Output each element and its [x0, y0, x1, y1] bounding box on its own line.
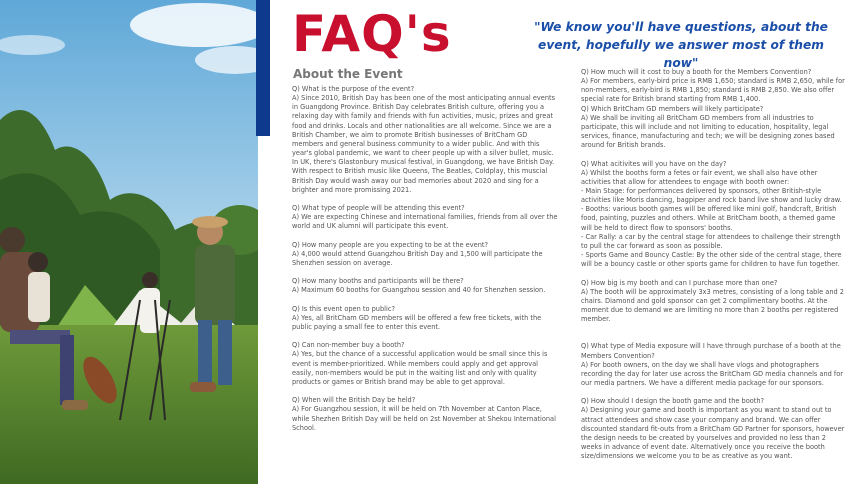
faq-question: Q) What is the purpose of the event? — [292, 85, 415, 93]
faq-question: Q) When will the British Day be held? — [292, 396, 416, 405]
faq-item — [292, 241, 559, 268]
faq-item — [292, 396, 559, 433]
faq-item — [292, 341, 559, 387]
event-photo — [0, 0, 258, 484]
faq-answer: A) For booth owners, on the day we shall have vlogs and photographers recording the day for later use across the BritCham GD media channels and for our media partners. We have a different media package for our sponsors. — [581, 360, 843, 387]
faq-item — [581, 397, 847, 461]
faq-answer: A) Yes, all BritCham GD members will be offered a few free tickets, with the public paying a small fee to enter this event. — [292, 313, 542, 331]
faq-question: Q) How many people are you expecting to be at the event? — [292, 240, 488, 249]
faq-answer: A) Since 2010, British Day has been one of the most anticipating annual events in Guangdong Province. British Day celebrates British culture, offering you a relaxing day with family and friends with fun activities, music, prizes and great food and drinks. Locals and other nationalities are all welcome. Since we are a British Chamber, we aim to promote British businesses of BritCham GD members and general business community to a wider public. And with this year's global pandemic, we want to cheer people up with a silver bullet, music. In UK, there's Glastonbury musical festival, in Guangdong, we have British Day. With respect to British music like Queens, The Beatles, Coldplay, this muscial British Day would wash away our bad memories about 2020 and sing for a brighter and more promissing 2021. — [292, 94, 556, 194]
faq-item — [292, 204, 559, 231]
faq-item — [292, 277, 559, 295]
faq-question: Q) What acitivites will you have on the day? — [581, 159, 727, 168]
faq-answer: A) For Guangzhou session, it will be held on 7th November at Canton Place, while Shezhen British Day will be held on 2st November at Shekou International School. — [292, 405, 556, 432]
faq-item — [292, 85, 559, 195]
accent-bar — [256, 0, 270, 136]
faq-answer: A) 4,000 would attend Guangzhou British Day and 1,500 will participate the Shenzhen session on average. — [292, 249, 543, 267]
faq-answer: A) Yes, but the chance of a successful application would be small since this is event is member-prioritized. While members could apply and get approval easily, non-members would be put in the waiting list and only with quality products or games or British brand may be able to get approval. — [292, 350, 548, 386]
faq-answer: A) For members, early-bird price is RMB 1,650; standard is RMB 2,650, while for non-members, early-bird is RMB 1,850; standard is RMB 2,850. We also offer special rate for British brand starting from RMB 1,400. Q) Which BritCham GD members will likely participate? A) We shall be inviting all BritCham GD members from all industries to participate, this will include and not limiting to education, hospitality, legal services, finance, manufacturing and tech; we will be designing zones based around for British brands. — [581, 77, 845, 150]
faq-item — [581, 160, 847, 270]
faq-question: Q) How many booths and participants will be there? — [292, 277, 464, 286]
faq-item — [581, 68, 847, 150]
faq-answer: A) Maximum 60 booths for Guangzhou session and 40 for Shenzhen session. — [292, 286, 546, 295]
faq-question: Q) What type of Media exposure will I have through purchase of a booth at the Members Convention? — [581, 342, 841, 360]
faq-answer: A) Designing your game and booth is important as you want to stand out to attract attendees and show case your company and brand. We can offer discounted standard fit-outs from a BritCham GD Partner for sponsors, however the design needs to be created by yourselves and provided no less than 2 weeks in advance of event date. Alternatively once you receive the booth size/dimensions we welcome you to be as creative as you want. — [581, 406, 845, 461]
faq-item — [581, 342, 847, 388]
faq-question: Q) What type of people will be attending this event? — [292, 204, 465, 213]
faq-question: Q) Can non-member buy a booth? — [292, 341, 405, 350]
faq-item — [581, 279, 847, 325]
faq-answer: A) We are expecting Chinese and international families, friends from all over the world and UK alumni will participate this event. — [292, 213, 558, 231]
page-title: FAQ's — [292, 5, 452, 63]
faq-answer: A) The booth will be approximately 3x3 metres, consisting of a long table and 2 chairs. Diamond and gold sponsor can get 2 complimentary booths. At the moment due to demand we are limiting no more than 2 booths per registered member. — [581, 287, 844, 324]
faq-column-right — [581, 68, 847, 471]
faq-column-left — [292, 85, 559, 442]
camping-crowd-photo-icon — [0, 0, 258, 484]
faq-answer: A) Whilst the booths form a fetes or fair event, we shall also have other activities that allow for attendees to engage with booth owner: - Main Stage: for performances delivered by sponsors, other British-style activities like Moris dancing, bagpiper and rock band live show and lucky draw. - Booths: various booth games will be offered like mini golf, handcraft, British food, painting, puzzles and others. While at BritCham booth, a themed game will be held to direct flow to sponsors' booths. - Car Rally: a car by the central stage for attendees to challenge their strength to pull the car forward as soon as possible. - Sports Game and Bouncy Castle: By the other side of the central stage, there will be a bouncy castle or other sports game for children to have fun together. — [581, 168, 842, 269]
faq-question: Q) How should I design the booth game and the booth? — [581, 397, 765, 406]
section-heading: About the Event — [293, 67, 403, 81]
faq-question: Q) Is this event open to public? — [292, 304, 395, 313]
faq-question: Q) How big is my booth and can I purchase more than one? — [581, 278, 778, 287]
faq-item — [292, 305, 559, 332]
faq-question: Q) How much will it cost to buy a booth for the Members Convention? — [581, 68, 812, 76]
tagline: "We know you'll have questions, about the event, hopefully we answer most of them now" — [534, 20, 828, 70]
